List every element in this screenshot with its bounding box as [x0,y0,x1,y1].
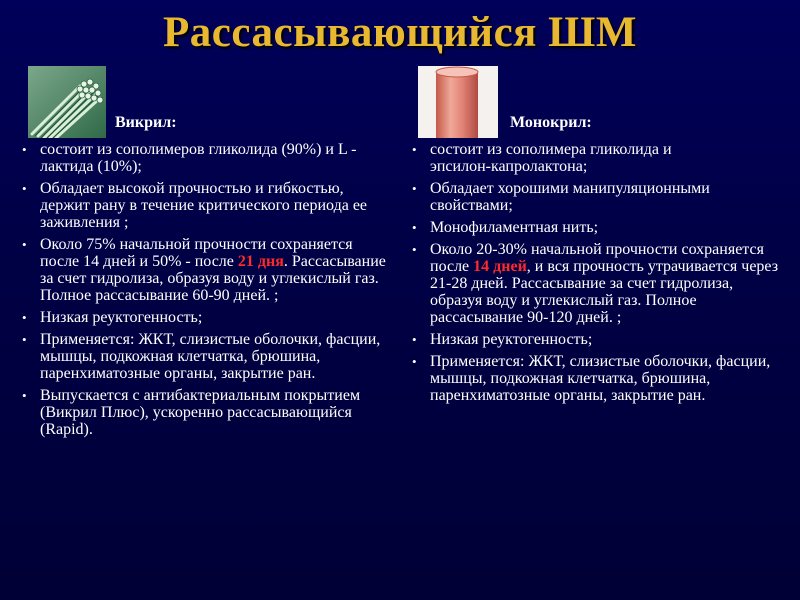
monocryl-header [410,64,785,136]
list-item [20,236,395,304]
item-text: , и вся прочность утрачивается через 21-28 дней. Рассасывание за счет гидролиза, образуя воду и углекислый газ. Полное рассасывание 90-120 дней. ; [430,258,779,326]
list-item: • Применяется: ЖКТ, слизистые оболочки, фасции, мышцы, подкожная клетчатка, брюшина, паренхиматозные органы, закрытие ран. [20,331,395,382]
list-item: • состоит из сополимеров гликолида (90%) и L - лактида (10%); [20,141,395,175]
item-text: эпсилон-капролактона; [430,158,588,175]
vicryl-heading: Викрил: [115,114,177,131]
list-item: • Обладает хорошими манипуляционными свойствами; [410,180,785,214]
vicryl-column [20,64,395,438]
highlight-days: 21 дня [237,253,284,270]
monofilament-thread-icon [418,66,498,138]
list-item [410,141,785,175]
list-item: • Низкая реуктогенность; [20,309,395,326]
list-item: • Монофиламентная нить; [410,219,785,236]
vicryl-header [20,64,395,136]
monocryl-list [410,141,785,404]
item-text: Около 20-30% начальной прочности сохраняется после [430,241,764,275]
monocryl-column [410,64,785,404]
item-text: состоит из сополимера гликолида и [430,141,672,158]
list-item: • Обладает высокой прочностью и гибкостью, держит рану в течение критического периода ее заживления ; [20,180,395,231]
list-item [410,241,785,326]
item-text: . Рассасывание за счет гидролиза, образуя воду и углекислый газ. Полное рассасывание 60-90 дней. ; [40,253,386,304]
braided-thread-icon [28,66,106,138]
list-item: • Низкая реуктогенность; [410,331,785,348]
slide-title: Рассасывающийся ШМ [163,9,637,56]
monocryl-heading: Монокрил: [510,114,592,131]
list-item: • Применяется: ЖКТ, слизистые оболочки, фасции, мышцы, подкожная клетчатка, брюшина, паренхиматозные органы, закрытие ран. [410,353,785,404]
vicryl-list [20,141,395,438]
list-item: • Выпускается с антибактериальным покрытием (Викрил Плюс), ускоренно рассасывающийся (Rapid). [20,387,395,438]
item-text: Около 75% начальной прочности сохраняется после 14 дней и 50% - после [40,236,353,270]
highlight-days: 14 дней [473,258,527,275]
